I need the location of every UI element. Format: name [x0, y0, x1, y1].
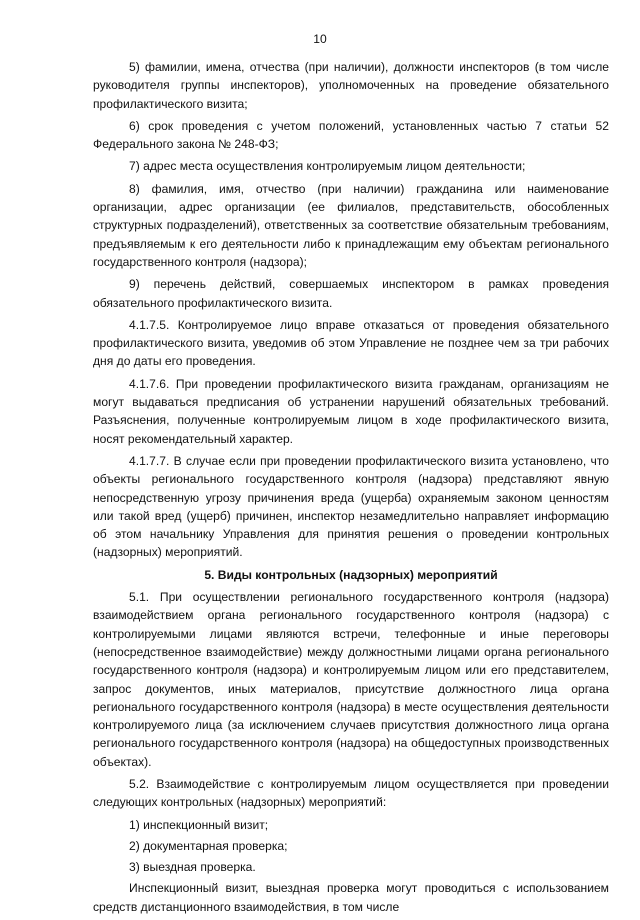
paragraph-item-5: 5) фамилии, имена, отчества (при наличии), должности инспекторов (в том числе руководителя группы инспекторов), уполномоченных на проведение обязательного профилактического визита;: [93, 60, 609, 111]
page-number: 10: [313, 32, 327, 46]
paragraph-5-1: 5.1. При осуществлении регионального государственного контроля (надзора) взаимодействием органа регионального государственного контроля (надзора) с контролируемыми лицами являются встречи, телефонные и иные переговоры (непосредственное взаимодействие) между должностными лицами органа регионального государственного контроля (надзора) и контролируемым лицом или его представителем, запрос документов, иных материалов, присутствие должностного лица органа регионального государственного контроля (надзора) в месте осуществления деятельности контролируемого лица (за исключением случаев присутствия должностного лица органа регионального государственного контроля (надзора) на общедоступных производственных объектах).: [93, 590, 609, 769]
list-item-field-check: 3) выездная проверка.: [129, 860, 256, 875]
paragraph-5-2: 5.2. Взаимодействие с контролируемым лицом осуществляется при проведении следующих контрольных (надзорных) мероприятий:: [93, 776, 609, 810]
paragraph-4-1-7-6: 4.1.7.6. При проведении профилактического визита гражданам, организациям не могут выдаваться предписания об устранении нарушений обязательных требований. Разъяснения, полученные контролируемым лицом в ходе профилактического визита, носят рекомендательный характер.: [93, 376, 609, 446]
paragraph-item-9: 9) перечень действий, совершаемых инспектором в рамках проведения обязательного профилактического визита.: [93, 277, 609, 310]
paragraph-item-7: 7) адрес места осуществления контролируемым лицом деятельности;: [129, 159, 526, 174]
list-item-inspection-visit: 1) инспекционный визит;: [129, 817, 269, 832]
paragraph-remote-interaction: Инспекционный визит, выездная проверка могут проводиться с использованием средств дистанционного взаимодействия, в том числе: [93, 881, 609, 914]
list-item-documentary-check: 2) документарная проверка;: [129, 838, 288, 853]
paragraph-item-6: 6) срок проведения с учетом положений, установленных частью 7 статьи 52 Федерального закона № 248-ФЗ;: [93, 118, 609, 152]
paragraph-item-8: 8) фамилия, имя, отчество (при наличии) гражданина или наименование организации, адрес организации (ее филиалов, представительств, обособленных структурных подразделений), ответственных за соответствие обязательным требованиям, предъявляемым к его деятельности либо к принадлежащим ему объектам регионального государственного контроля (надзора);: [93, 181, 609, 269]
paragraph-4-1-7-5: 4.1.7.5. Контролируемое лицо вправе отказаться от проведения обязательного профилактического визита, уведомив об этом Управление не позднее чем за три рабочих дня до даты его проведения.: [93, 317, 609, 369]
paragraph-4-1-7-7: 4.1.7.7. В случае если при проведении профилактического визита установлено, что объекты регионального государственного контроля (надзора) представляют явную непосредственную угрозу причинения вреда (ущерба) охраняемым законом ценностям или такой вред (ущерб) причинен, инспектор незамедлительно направляет информацию об этом начальнику Управления для принятия решения о проведении контрольных (надзорных) мероприятий.: [93, 453, 609, 560]
section-heading: 5. Виды контрольных (надзорных) мероприятий: [204, 567, 498, 582]
document-body: [93, 58, 609, 920]
